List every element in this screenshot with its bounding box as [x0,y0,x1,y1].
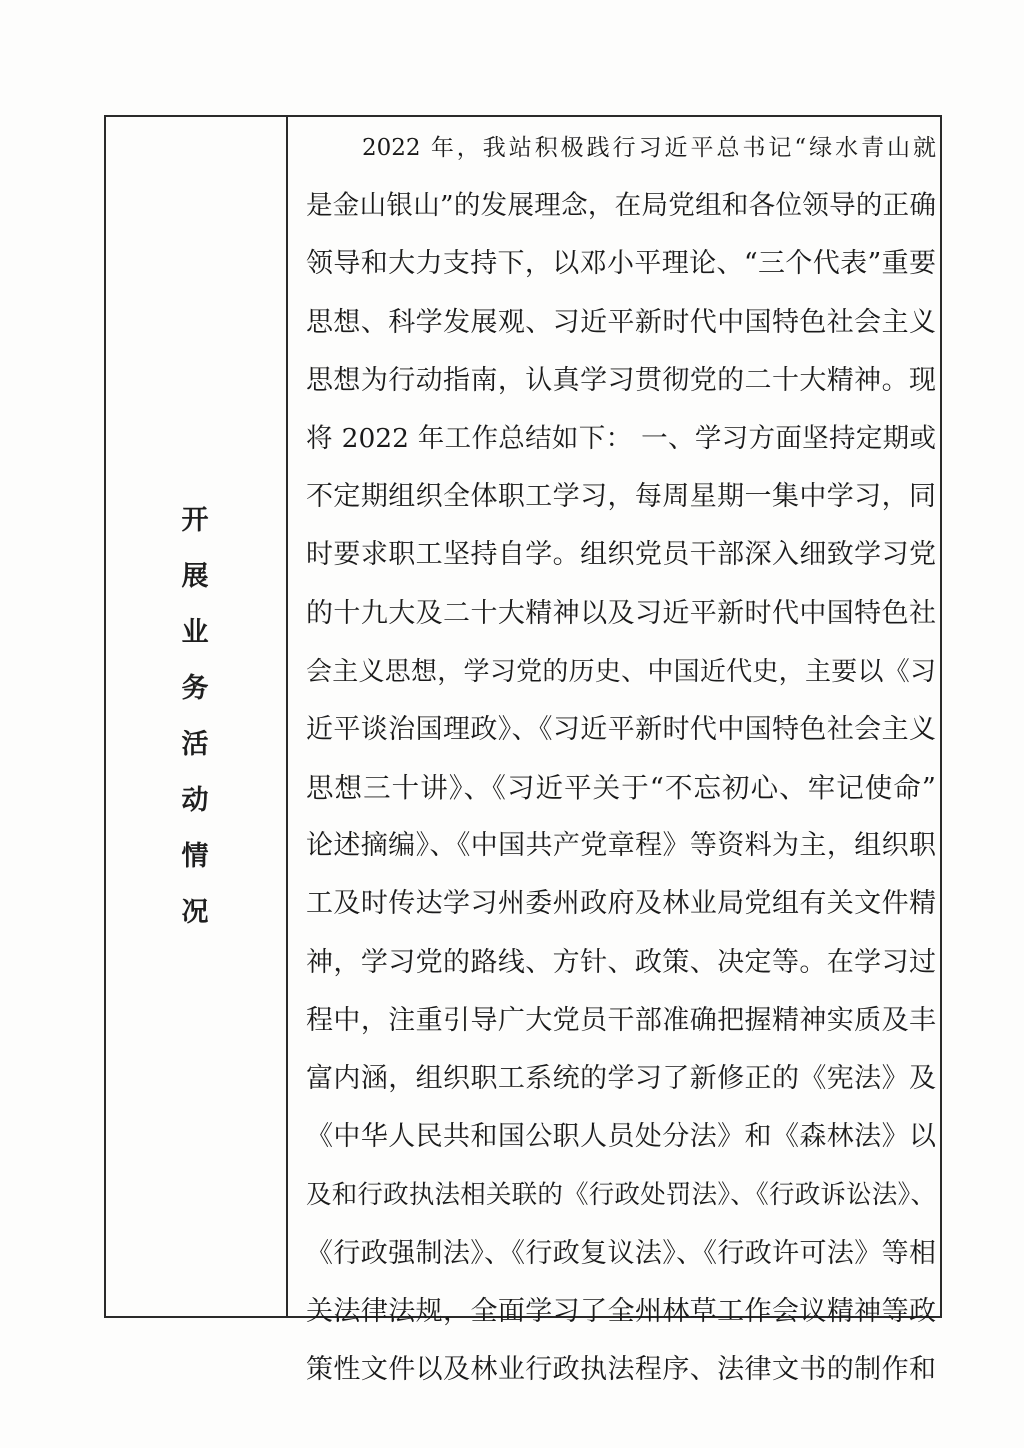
content-line: 富内涵，组织职工系统的学习了新修正的《宪法》及 [306,1063,936,1094]
row-label-char: 开 [181,504,209,536]
row-label-char: 况 [181,896,209,928]
content-line: 将 2022 年工作总结如下： 一、学习方面坚持定期或 [306,422,936,454]
content-line: 思想三十讲》、《习近平关于“不忘初心、牢记使命” [306,772,936,805]
content-line: 2022 年，我站积极践行习近平总书记“绿水青山就 [362,135,936,161]
content-line: 神，学习党的路线、方针、政策、决定等。在学习过 [306,946,936,978]
content-line: 的十九大及二十大精神以及习近平新时代中国特色社 [306,597,936,629]
content-line: 《行政强制法》、《行政复议法》、《行政许可法》等相 [306,1237,936,1269]
row-label-char: 活 [181,728,209,760]
content-line: 思想为行动指南，认真学习贯彻党的二十大精神。现 [306,364,936,396]
row-label-char: 展 [181,560,209,592]
row-label-char: 动 [181,784,209,816]
content-line: 及和行政执法相关联的《行政处罚法》、《行政诉讼法》、 [306,1180,936,1211]
content-line: 近平谈治国理政》、《习近平新时代中国特色社会主义 [306,713,936,745]
content-line: 领导和大力支持下，以邓小平理论、“三个代表”重要 [306,248,936,280]
content-line: 论述摘编》、《中国共产党章程》等资料为主，组织职 [306,830,936,862]
content-line: 程中，注重引导广大党员干部准确把握精神实质及丰 [306,1004,936,1036]
row-label-cell [106,117,286,1316]
content-line: 不定期组织全体职工学习，每周星期一集中学习，同 [306,481,936,513]
column-divider [286,115,288,1318]
content-line: 工及时传达学习州委州政府及林业局党组有关文件精 [306,888,936,920]
content-cell [306,123,936,1403]
content-line: 会主义思想，学习党的历史、中国近代史，主要以《习 [306,656,936,687]
row-label-char: 业 [181,616,209,648]
content-line: 关法律法规，全面学习了全州林草工作会议精神等政 [306,1295,936,1327]
content-line: 思想、科学发展观、习近平新时代中国特色社会主义 [306,306,936,338]
content-line: 策性文件以及林业行政执法程序、法律文书的制作和 [306,1353,936,1385]
row-label-char: 情 [181,840,209,872]
row-label-char: 务 [181,672,209,704]
content-line: 《中华人民共和国公职人员处分法》和《森林法》以 [306,1121,936,1153]
content-line: 是金山银山”的发展理念，在局党组和各位领导的正确 [306,190,936,222]
content-line: 时要求职工坚持自学。组织党员干部深入细致学习党 [306,539,936,571]
